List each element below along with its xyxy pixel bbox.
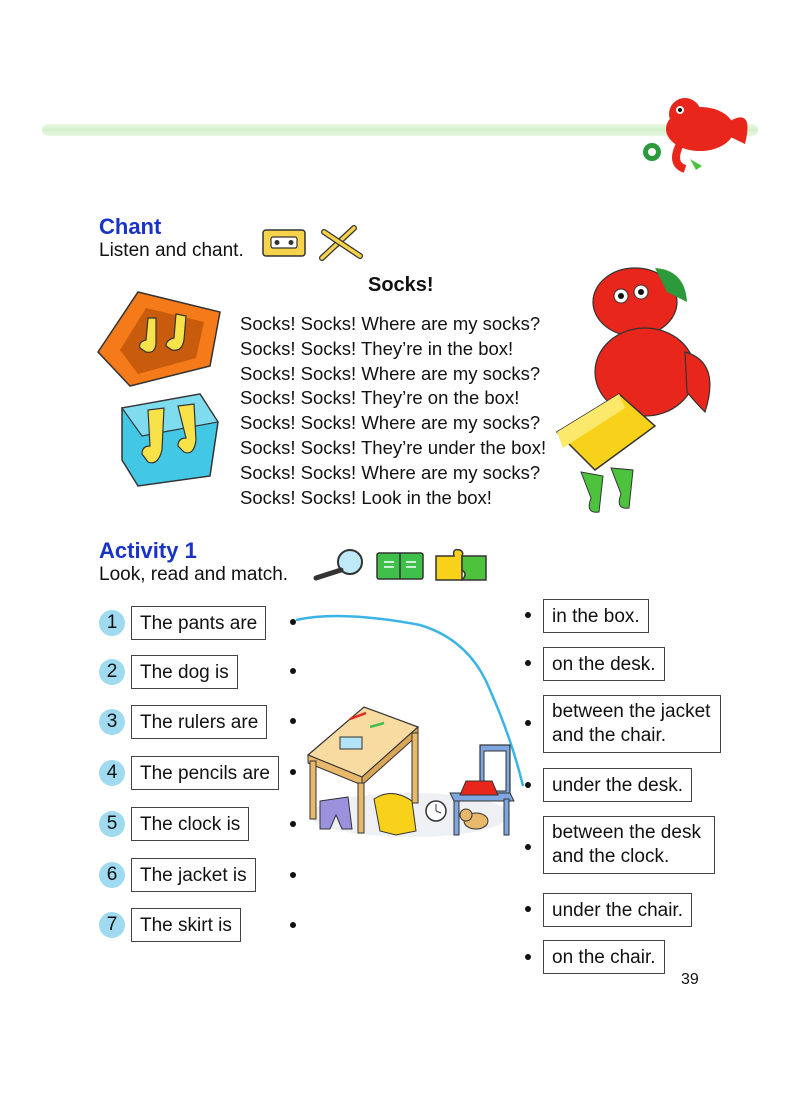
right-item-box: between the desk and the clock.: [543, 816, 715, 874]
item-number: 1: [99, 610, 125, 636]
right-item-box: under the chair.: [543, 893, 692, 927]
chant-line: Socks! Socks! They’re on the box!: [240, 387, 520, 409]
chant-line: Socks! Socks! Where are my socks?: [240, 461, 541, 483]
item-number: 5: [99, 811, 125, 837]
item-number: 2: [99, 659, 125, 685]
right-item-box: on the chair.: [543, 940, 665, 974]
left-item-box: The pants are: [131, 606, 266, 640]
left-item-box: The skirt is: [131, 908, 241, 942]
right-item-box: between the jacket and the chair.: [543, 695, 721, 753]
chant-line: Socks! Socks! Look in the box!: [240, 486, 492, 508]
left-item-box: The pencils are: [131, 756, 279, 790]
right-item-box: in the box.: [543, 599, 649, 633]
chant-line: Socks! Socks! Where are my socks?: [240, 313, 541, 334]
activity-instruction: Look, read and match.: [99, 564, 289, 585]
item-number: 4: [99, 760, 125, 786]
page-number: 39: [681, 971, 699, 988]
item-number: 7: [99, 912, 125, 938]
left-item-box: The jacket is: [131, 858, 256, 892]
right-item-box: on the desk.: [543, 647, 665, 681]
classroom-illustration: [300, 705, 520, 845]
chant-line: Socks! Socks! Where are my socks?: [240, 362, 541, 384]
chant-instruction: Listen and chant.: [99, 240, 244, 261]
activity-heading: Activity 1: [99, 538, 197, 563]
left-item-box: The clock is: [131, 807, 249, 841]
chant-heading: Chant: [99, 214, 162, 239]
item-number: 3: [99, 709, 125, 735]
left-item-box: The rulers are: [131, 705, 267, 739]
chant-line: Socks! Socks! They’re under the box!: [240, 436, 547, 458]
right-item-box: under the desk.: [543, 768, 692, 802]
chant-line: Socks! Socks! Where are my socks?: [240, 412, 541, 434]
chant-line: Socks! Socks! They’re in the box!: [240, 337, 514, 359]
song-title: Socks!: [368, 274, 434, 296]
item-number: 6: [99, 862, 125, 888]
left-item-box: The dog is: [131, 655, 238, 689]
